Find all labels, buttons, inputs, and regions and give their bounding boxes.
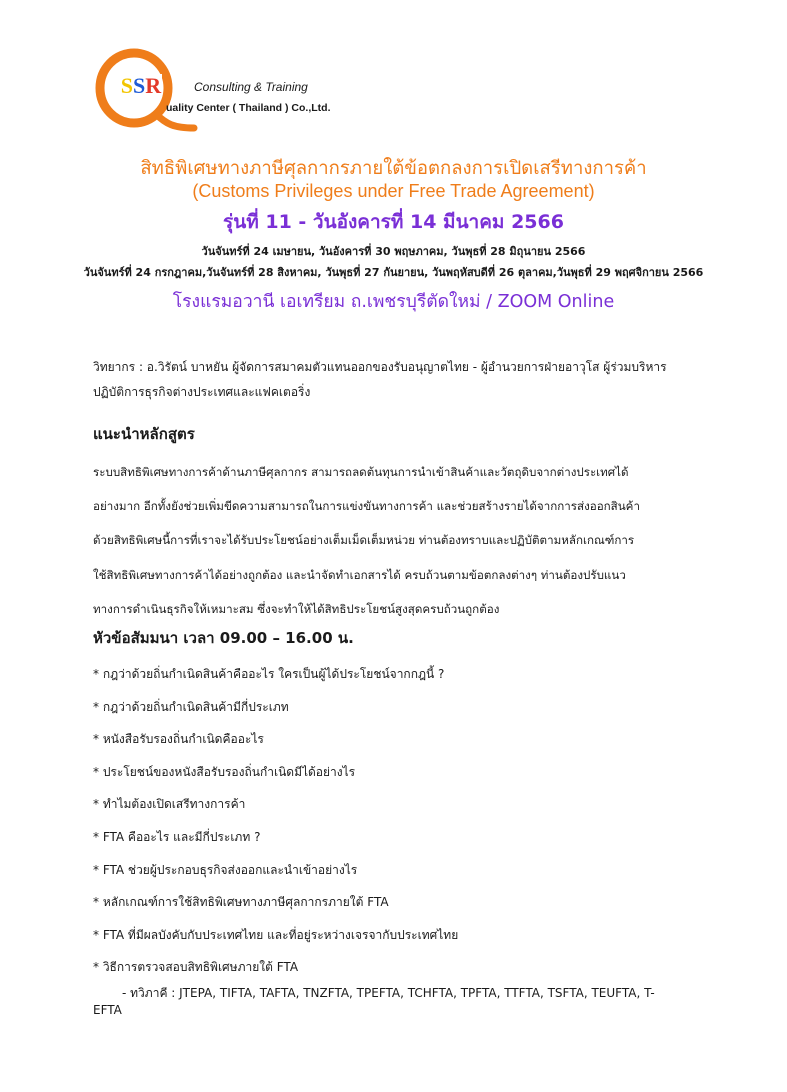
company-tagline: Consulting & Training — [194, 80, 308, 94]
batch-date: รุ่นที่ 11 - วันอังคารที่ 14 มีนาคม 2566 — [223, 211, 564, 233]
fta-subitem-line-2: EFTA — [93, 1003, 122, 1017]
fta-subitem — [93, 985, 702, 1019]
list-item: * FTA คืออะไร และมีกี่ประเภท ? — [93, 829, 261, 844]
intro-line: ใช้สิทธิพิเศษทางการค้าได้อย่างถูกต้อง และนำจัดทำเอกสารได้ ครบถ้วนตามข้อตกลงต่างๆ ท่านต้องปรับแนว — [93, 567, 626, 582]
list-item: * ประโยชน์ของหนังสือรับรองถิ่นกำเนิดมีได้อย่างไร — [93, 764, 356, 779]
intro-line: ทางการดำเนินธุรกิจให้เหมาะสม ซึ่งจะทำให้ได้สิทธิประโยชน์สูงสุดครบถ้วนถูกต้อง — [93, 601, 500, 616]
list-item: * FTA ช่วยผู้ประกอบธุรกิจส่งออกและนำเข้าอย่างไร — [93, 862, 358, 877]
intro-line: ด้วยสิทธิพิเศษนี้การที่เราจะได้รับประโยชน์อย่างเต็มเม็ดเต็มหน่วย ท่านต้องทราบและปฏิบัติตามหลักเกณฑ์การ — [93, 533, 635, 548]
fta-subitem-line-1: - ทวิภาคี : JTEPA, TIFTA, TAFTA, TNZFTA, TPEFTA, TCHFTA, TPFTA, TTFTA, TSFTA, TEUFTA, T- — [122, 986, 655, 1000]
dates-line-2: วันจันทร์ที่ 24 กรกฎาคม,วันจันทร์ที่ 28 สิงหาคม, วันพุธที่ 27 กันยายน, วันพฤหัสบดีที่ 26 ตุลาคม,วันพุธที่ 29 พฤศจิกายน 2566 — [83, 266, 704, 279]
speaker-line-1: วิทยากร : อ.วิรัตน์ บาหยัน ผู้จัดการสมาคมตัวแทนออกของรับอนุญาตไทย - ผู้อำนวยการฝ่ายอาวุโส ผู้ร่วมบริหาร — [93, 360, 667, 374]
list-item: * กฎว่าด้วยถิ่นกำเนิดสินค้าคืออะไร ใครเป็นผู้ได้ประโยชน์จากกฎนี้ ? — [93, 667, 445, 681]
list-item: * วิธีการตรวจสอบสิทธิพิเศษภายใต้ FTA — [93, 960, 299, 975]
dates-line-1: วันจันทร์ที่ 24 เมษายน, วันอังคารที่ 30 พฤษภาคม, วันพุธที่ 28 มิถุนายน 2566 — [201, 245, 586, 258]
company-name: uality Center ( Thailand ) Co.,Ltd. — [166, 102, 331, 114]
list-item: * หลักเกณฑ์การใช้สิทธิพิเศษทางภาษีศุลกากรภายใต้ FTA — [93, 895, 389, 910]
topics-list — [93, 660, 713, 986]
title-thai: สิทธิพิเศษทางภาษีศุลกากรภายใต้ข้อตกลงการเปิดเสรีทางการค้า — [140, 158, 647, 179]
intro-line: ระบบสิทธิพิเศษทางการค้าด้านภาษีศุลกากร สามารถลดต้นทุนการนำเข้าสินค้าและวัตถุดิบจากต่างประเทศได้ — [93, 465, 629, 479]
intro-line: อย่างมาก อีกทั้งยังช่วยเพิ่มขีดความสามารถในการแข่งขันทางการค้า และช่วยสร้างรายได้จากการส่งออกสินค้า — [93, 499, 640, 514]
topics-heading: หัวข้อสัมมนา เวลา 09.00 – 16.00 น. — [93, 629, 354, 647]
title-english: (Customs Privileges under Free Trade Agreement) — [192, 181, 595, 201]
speaker-line-2: ปฏิบัติการธุรกิจต่างประเทศและแฟคเตอริ่ง — [93, 385, 311, 399]
intro-paragraph — [93, 455, 713, 626]
intro-heading: แนะนำหลักสูตร — [93, 425, 195, 443]
speaker-info — [93, 355, 693, 405]
list-item: * FTA ที่มีผลบังคับกับประเทศไทย และที่อยู่ระหว่างเจรจากับประเทศไทย — [93, 927, 459, 942]
list-item: * ทำไมต้องเปิดเสรีทางการค้า — [93, 797, 246, 812]
list-item: * กฎว่าด้วยถิ่นกำเนิดสินค้ามีกี่ประเภท — [93, 699, 289, 714]
logo-ssr-text: SSR — [120, 73, 162, 98]
list-item: * หนังสือรับรองถิ่นกำเนิดคืออะไร — [93, 732, 264, 747]
venue: โรงแรมอวานี เอเทรียม ถ.เพชรบุรีตัดใหม่ / ZOOM Online — [172, 292, 615, 312]
